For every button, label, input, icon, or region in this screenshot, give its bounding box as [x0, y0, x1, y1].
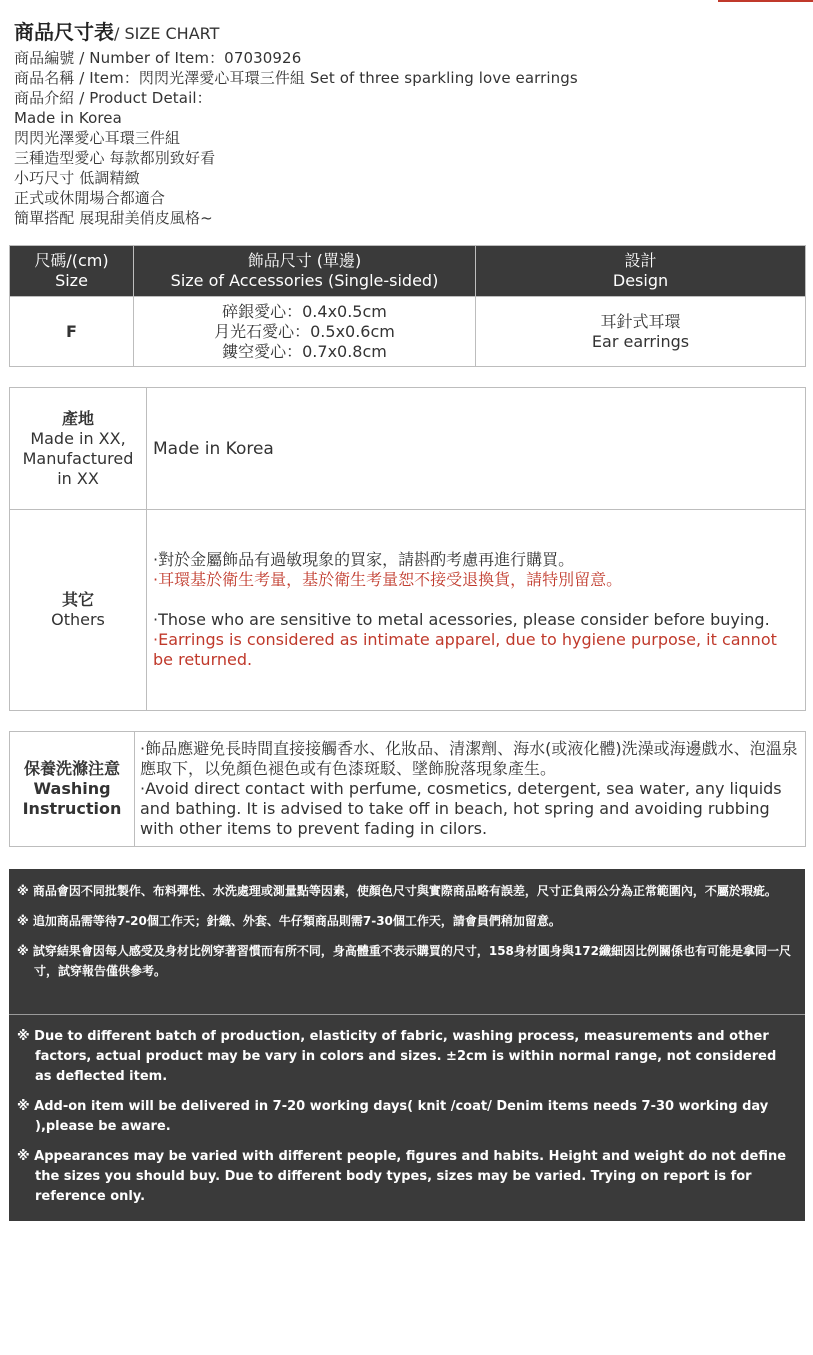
notice-item: ※ Due to different batch of production, elasticity of fabric, washing process, measurements and other factors, actual product may be vary in colors and sizes. ±2cm is within normal range, not considered as deflected item. — [17, 1029, 777, 1084]
others-content — [147, 510, 806, 711]
accessory-size-line: 月光石愛心：0.5x0.6cm — [214, 321, 395, 341]
size-column-header — [10, 246, 134, 297]
others-warning-en: ·Earrings is considered as intimate apparel, due to hygiene purpose, it cannot be returned. — [153, 630, 777, 669]
size-header-zh: 尺碼/(cm) — [34, 251, 109, 270]
others-label — [10, 510, 147, 711]
others-label-en: Others — [51, 610, 105, 629]
notice-item: ※ Add-on item will be delivered in 7-20 working days( knit /coat/ Denim items needs 7-30 working day ),please be aware. — [17, 1099, 769, 1134]
item-name-line: 商品名稱 / Item：閃閃光澤愛心耳環三件組 Set of three sparkling love earrings — [14, 69, 578, 87]
spacer — [153, 590, 799, 610]
origin-value: Made in Korea — [147, 388, 806, 510]
notice-item: ※ 試穿結果會因每人感受及身材比例穿著習慣而有所不同，身高體重不表示購買的尺寸，158身材圓身與172纖細因比例關係也有可能是拿同一尺寸，試穿報告僅供參考。 — [17, 944, 791, 978]
origin-label-en: in XX — [57, 468, 99, 488]
notice-en-section — [9, 1015, 805, 1217]
product-detail-line: 正式或休閒場合都適合 — [14, 189, 166, 207]
accessory-size-cell — [134, 297, 476, 367]
design-cell — [476, 297, 806, 367]
size-value: F — [10, 297, 134, 367]
table-row — [10, 297, 806, 367]
product-detail-line: 小巧尺寸 低調精緻 — [14, 169, 140, 187]
notice-item: ※ Appearances may be varied with different people, figures and habits. Height and weight do not define the sizes you should buy. Due to different body types, sizes may be varied. Trying on report is for reference only. — [17, 1149, 787, 1204]
product-info — [14, 48, 804, 228]
origin-label — [10, 388, 147, 510]
washing-text-en: ·Avoid direct contact with perfume, cosmetics, detergent, sea water, any liquids and bathing. It is advised to take off in beach, hot spring and avoiding rubbing with other items to prevent fading in cilors. — [140, 779, 782, 838]
washing-text-zh: ·飾品應避免長時間直接接觸香水、化妝品、清潔劑、海水(或液化體)洗澡或海邊戲水、泡溫泉應取下，以免顏色褪色或有色漆斑駁、墜飾脫落現象產生。 — [140, 739, 798, 778]
title-zh: 商品尺寸表 — [14, 20, 114, 44]
design-column-header — [476, 246, 806, 297]
title-en: / SIZE CHART — [114, 24, 220, 43]
origin-label-en: Made in XX, — [30, 428, 126, 448]
size-header-en: Size — [55, 271, 88, 290]
washing-table — [9, 731, 806, 847]
others-row — [10, 510, 806, 711]
design-en: Ear earrings — [591, 331, 690, 351]
notice-box — [9, 869, 805, 1221]
notice-item: ※ 商品會因不同批製作、布料彈性、水洗處理或測量點等因素，使顏色尺寸與實際商品略有誤差，尺寸正負兩公分為正常範圍內，不屬於瑕疵。 — [17, 884, 777, 898]
product-detail-line: 閃閃光澤愛心耳環三件組 — [14, 129, 181, 147]
product-header — [14, 18, 804, 228]
product-detail-label: 商品介紹 / Product Detail： — [14, 89, 212, 107]
others-note-en: ·Those who are sensitive to metal acessories, please consider before buying. — [153, 610, 770, 629]
washing-label — [10, 732, 135, 847]
origin-row — [10, 388, 806, 510]
accessory-size-line: 碎銀愛心：0.4x0.5cm — [222, 301, 387, 321]
notice-item: ※ 追加商品需等待7-20個工作天；針織、外套、牛仔類商品則需7-30個工作天，請會員們稍加留意。 — [17, 914, 561, 928]
washing-label-en: Instruction — [22, 799, 122, 818]
origin-label-en: Manufactured — [22, 448, 134, 468]
product-detail-line: 簡單搭配 展現甜美俏皮風格~ — [14, 209, 213, 227]
design-zh: 耳針式耳環 — [600, 311, 681, 331]
product-detail-line: 三種造型愛心 每款都別致好看 — [14, 149, 216, 167]
page-title — [14, 18, 804, 46]
others-warning-zh: ·耳環基於衛生考量，基於衛生考量恕不接受退換貨，請特別留意。 — [153, 570, 623, 589]
design-header-zh: 設計 — [624, 251, 657, 270]
top-accent-bar — [718, 0, 813, 2]
accessory-size-column-header — [134, 246, 476, 297]
others-label-zh: 其它 — [61, 590, 94, 609]
washing-row — [10, 732, 806, 847]
notice-zh-section — [9, 869, 805, 1015]
washing-label-en: Washing — [33, 779, 111, 798]
origin-label-zh: 產地 — [61, 408, 94, 428]
washing-label-zh: 保養洗滌注意 — [23, 759, 120, 778]
item-number-line: 商品編號 / Number of Item：07030926 — [14, 49, 302, 67]
accessory-header-zh: 飾品尺寸 (單邊) — [247, 251, 362, 270]
size-table-header — [10, 246, 806, 297]
others-note-zh: ·對於金屬飾品有過敏現象的買家，請斟酌考慮再進行購買。 — [153, 550, 575, 569]
accessory-header-en: Size of Accessories (Single-sided) — [170, 271, 439, 290]
accessory-size-line: 鏤空愛心：0.7x0.8cm — [222, 341, 387, 361]
size-table — [9, 245, 806, 367]
product-detail-line: Made in Korea — [14, 109, 122, 127]
design-header-en: Design — [612, 271, 669, 290]
origin-others-table — [9, 387, 806, 711]
washing-content — [135, 732, 806, 847]
